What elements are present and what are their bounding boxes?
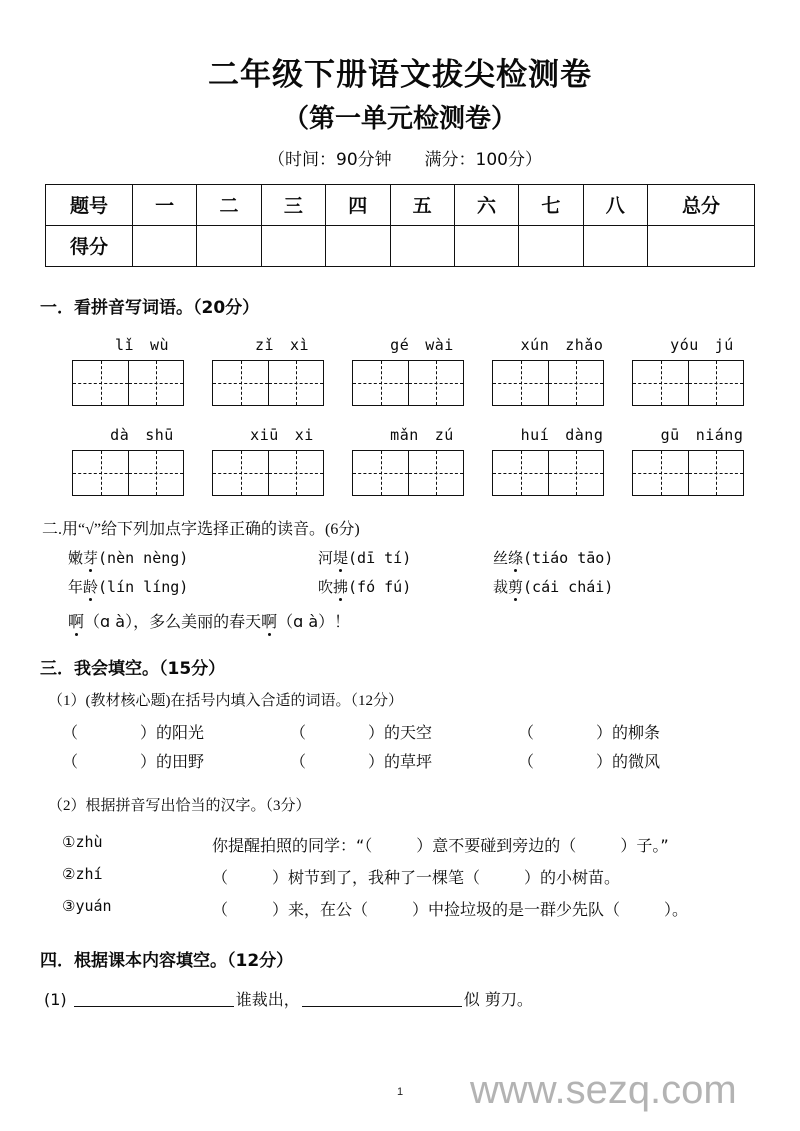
header-cell-q8: 八 (583, 184, 647, 225)
tianzige-cell[interactable] (353, 361, 408, 405)
writing-grid-cell-group[interactable] (632, 450, 772, 496)
choice-word-prefix: 丝 (493, 548, 509, 567)
score-cell-q2[interactable] (197, 225, 261, 266)
tianzige-cell[interactable] (128, 451, 183, 495)
writing-grid-cell-group[interactable] (492, 360, 632, 406)
tianzige-cell[interactable] (213, 361, 268, 405)
pinyin-syllable: zú (434, 425, 454, 444)
header-cell-question-label: 题号 (46, 184, 133, 225)
choice-item-hedi[interactable] (318, 547, 493, 568)
pinyin-group-1-4 (492, 336, 632, 354)
open-paren: （ (290, 722, 307, 742)
blank-label: ）的天空 (368, 722, 433, 742)
open-paren: （ (518, 751, 535, 771)
choice-item-nianling[interactable] (68, 576, 318, 597)
tianzige-cell[interactable] (548, 361, 603, 405)
answer-blank[interactable] (368, 897, 412, 920)
choice-word-dotted-char: 龄 (83, 577, 99, 596)
choice-options[interactable]: (cái chái) (523, 577, 614, 596)
choice-options[interactable]: (lín líng) (98, 577, 189, 596)
writing-grid-row-1 (0, 360, 800, 406)
score-cell-q1[interactable] (133, 225, 197, 266)
choice-word-prefix: 河 (318, 548, 334, 567)
pinyin-syllable: yóu (670, 335, 699, 354)
tianzige-box[interactable] (212, 450, 324, 496)
writing-grid-cell-group[interactable] (72, 450, 212, 496)
writing-grid-cell-group[interactable] (632, 360, 772, 406)
pinyin-group-2-2 (212, 426, 352, 444)
word-blank-willow[interactable] (518, 720, 746, 743)
writing-grid-cell-group[interactable] (212, 360, 352, 406)
choice-word-dotted-char: 拂 (333, 577, 349, 596)
pinyin-syllable: dàng (565, 425, 604, 444)
tianzige-cell[interactable] (493, 451, 548, 495)
word-blank-breeze[interactable] (518, 749, 746, 772)
choice-options[interactable]: (nèn nèng) (98, 548, 189, 567)
choice-options[interactable]: (tiáo tāo) (523, 548, 614, 567)
choice-word-prefix: 嫩 (68, 548, 84, 567)
tianzige-box[interactable] (632, 360, 744, 406)
blank-label: ）的田野 (140, 751, 205, 771)
pinyin-syllable: wù (150, 335, 170, 354)
pinyin-group-1-5 (632, 336, 772, 354)
pinyin-group-2-5 (632, 426, 772, 444)
score-cell-q4[interactable] (326, 225, 390, 266)
pinyin-syllable: xì (290, 335, 310, 354)
section-3-sub1-heading: （1）(教材核心题)在括号内填入合适的词语。（12分） (48, 692, 403, 709)
sentence-dotted-char-2: 啊 (261, 611, 278, 631)
exam-total-score: 满分：100分） (424, 149, 542, 170)
pinyin-group-1-3 (352, 336, 492, 354)
tianzige-cell[interactable] (493, 361, 548, 405)
pinyin-group-1-1 (72, 336, 212, 354)
tianzige-cell[interactable] (408, 451, 463, 495)
sentence-options-1[interactable]: （ɑ à） (84, 611, 134, 631)
pinyin-syllable: xún (520, 335, 550, 354)
word-blank-lawn[interactable] (290, 749, 518, 772)
word-blank-row-1 (0, 720, 800, 743)
page-title: 二年级下册语文拔尖检测卷 (208, 57, 592, 93)
blank-label: ）的微风 (596, 751, 661, 771)
tianzige-cell[interactable] (353, 451, 408, 495)
choice-sentence-a[interactable] (0, 609, 800, 632)
header-cell-q7: 七 (519, 184, 583, 225)
header-cell-q5: 五 (390, 184, 454, 225)
page-subtitle: （第一单元检测卷） (282, 103, 517, 134)
pinyin-syllable: shū (145, 425, 174, 444)
page-number: 1 (396, 1086, 404, 1098)
tianzige-box[interactable] (352, 360, 464, 406)
section-2-heading: 二.用“√”给下列加点字选择正确的读音。(6分) (42, 520, 360, 538)
pinyin-syllable: huí (520, 425, 550, 444)
open-paren: （ (62, 751, 79, 771)
pinyin-group-2-4 (492, 426, 632, 444)
header-cell-q3: 三 (261, 184, 325, 225)
choice-word-dotted-char: 绦 (508, 548, 524, 567)
pinyin-syllable: dà (110, 425, 130, 444)
writing-grid-cell-group[interactable] (492, 450, 632, 496)
watermark: www.sezq.com (470, 1068, 737, 1112)
pinyin-char-key-2: ②zhí (62, 864, 103, 883)
tianzige-box[interactable] (212, 360, 324, 406)
choice-word-prefix: 裁 (493, 577, 509, 596)
choice-row-2 (0, 576, 800, 597)
word-blank-row-2 (0, 749, 800, 772)
table-row-scores (46, 225, 755, 266)
tianzige-box[interactable] (492, 360, 604, 406)
section-3-heading: 三．我会填空。（15分） (40, 658, 226, 679)
header-cell-q4: 四 (326, 184, 390, 225)
tianzige-cell[interactable] (73, 451, 128, 495)
tianzige-box[interactable] (492, 450, 604, 496)
choice-word-prefix: 年 (68, 577, 84, 596)
score-cell-q5[interactable] (390, 225, 454, 266)
tianzige-cell[interactable] (268, 361, 323, 405)
score-cell-q3[interactable] (261, 225, 325, 266)
pinyin-syllable: xiū (250, 425, 279, 444)
pinyin-group-1-2 (212, 336, 352, 354)
pinyin-group-2-3 (352, 426, 492, 444)
pinyin-row-1 (0, 336, 800, 354)
table-row-question-numbers (46, 184, 755, 225)
pinyin-syllable: lǐ (114, 335, 134, 354)
pinyin-row-2 (0, 426, 800, 444)
tianzige-box[interactable] (72, 360, 184, 406)
section-3-sub2-heading: （2）根据拼音写出恰当的汉字。（3分） (48, 797, 311, 814)
choice-item-caijian[interactable] (493, 576, 723, 597)
header-cell-total: 总分 (648, 184, 755, 225)
blank-label: ）的柳条 (596, 722, 661, 742)
choice-row-1 (0, 547, 800, 568)
pinyin-syllable: gū (660, 425, 680, 444)
pinyin-char-text-3b: ）来，在公（ (272, 899, 369, 919)
sentence-options-2[interactable]: （ɑ à） (277, 611, 335, 631)
score-cell-q8[interactable] (583, 225, 647, 266)
blank-label: ）的阳光 (140, 722, 205, 742)
open-paren: （ (62, 722, 79, 742)
pinyin-char-text-3c: ）中捡垃圾的是一群少先队（ (412, 899, 621, 919)
choice-word-dotted-char: 堤 (333, 548, 349, 567)
question-number: (1) (44, 989, 67, 1009)
header-cell-score-label: 得分 (46, 225, 133, 266)
tianzige-box[interactable] (632, 450, 744, 496)
tianzige-cell[interactable] (633, 361, 688, 405)
answer-blank[interactable] (480, 865, 524, 888)
writing-grid-cell-group[interactable] (72, 360, 212, 406)
writing-grid-cell-group[interactable] (212, 450, 352, 496)
pinyin-char-text-1c: ）子。” (620, 835, 669, 855)
section-1-heading: 一．看拼音写词语。（20分） (40, 297, 260, 318)
pinyin-char-text-3a: （ (212, 899, 229, 919)
tianzige-cell[interactable] (268, 451, 323, 495)
question-end-text: 似 剪刀。 (463, 989, 533, 1009)
tianzige-cell[interactable] (73, 361, 128, 405)
pinyin-syllable: jú (714, 335, 734, 354)
choice-item-nenya[interactable] (68, 547, 318, 568)
pinyin-char-key-3: ③yuán (62, 896, 112, 915)
word-blank-sky[interactable] (290, 720, 518, 743)
pinyin-syllable: gé (390, 335, 410, 354)
answer-blank[interactable] (228, 865, 272, 888)
header-cell-q1: 一 (133, 184, 197, 225)
choice-word-prefix: 吹 (318, 577, 334, 596)
pinyin-syllable: xi (294, 425, 314, 444)
tianzige-cell[interactable] (128, 361, 183, 405)
writing-grid-cell-group[interactable] (352, 360, 492, 406)
section-4-heading: 四．根据课本内容填空。（12分） (40, 950, 294, 971)
question-mid-text: 谁裁出， (235, 989, 300, 1009)
exam-meta (0, 135, 800, 170)
header-cell-q6: 六 (454, 184, 518, 225)
choice-item-chuifu[interactable] (318, 576, 493, 597)
blank-label: ）的草坪 (368, 751, 433, 771)
choice-item-sitao[interactable] (493, 547, 723, 568)
pinyin-char-text-1b: ）意不要碰到旁边的（ (416, 835, 577, 855)
header-cell-q2: 二 (197, 184, 261, 225)
pinyin-char-text-2c: ）的小树苗。 (524, 867, 621, 887)
score-cell-total[interactable] (648, 225, 755, 266)
section-4-question-1[interactable] (0, 987, 800, 1010)
fill-blank-line-2[interactable] (302, 989, 462, 1007)
tianzige-cell[interactable] (688, 361, 743, 405)
tianzige-cell[interactable] (213, 451, 268, 495)
answer-blank[interactable] (372, 833, 416, 856)
score-cell-q7[interactable] (519, 225, 583, 266)
tianzige-cell[interactable] (633, 451, 688, 495)
open-paren: （ (290, 751, 307, 771)
word-blank-field[interactable] (62, 749, 290, 772)
tianzige-box[interactable] (352, 450, 464, 496)
pinyin-char-text-2b: ）树节到了，我种了一棵笔（ (272, 867, 481, 887)
pinyin-syllable: zǐ (254, 335, 274, 354)
pinyin-char-item-1[interactable] (0, 833, 800, 856)
sentence-end-punct: ！ (334, 611, 351, 631)
score-table-wrapper (45, 184, 755, 267)
tianzige-cell[interactable] (408, 361, 463, 405)
choice-word-dotted-char: 剪 (508, 577, 524, 596)
score-table (45, 184, 755, 267)
sentence-dotted-char-1: 啊 (68, 611, 85, 631)
pinyin-char-item-2[interactable] (0, 865, 800, 888)
answer-blank[interactable] (576, 833, 620, 856)
pinyin-char-text-1a: 你提醒拍照的同学：“（ (212, 835, 373, 855)
pinyin-group-2-1 (72, 426, 212, 444)
writing-grid-cell-group[interactable] (352, 450, 492, 496)
tianzige-cell[interactable] (548, 451, 603, 495)
pinyin-char-text-2a: （ (212, 867, 229, 887)
pinyin-char-key-1: ①zhù (62, 832, 103, 851)
choice-options[interactable]: (dī tí) (348, 548, 412, 567)
sentence-middle-text: ，多么美丽的春天 (133, 611, 262, 631)
pinyin-syllable: niáng (695, 425, 744, 444)
pinyin-syllable: zhǎo (565, 335, 604, 354)
pinyin-syllable: wài (425, 335, 454, 354)
exam-time: （时间：90分钟 (268, 149, 392, 170)
pinyin-char-text-3d: ）。 (664, 899, 689, 919)
open-paren: （ (518, 722, 535, 742)
fill-blank-line-1[interactable] (74, 989, 234, 1007)
choice-word-dotted-char: 芽 (83, 548, 99, 567)
tianzige-box[interactable] (72, 450, 184, 496)
pinyin-syllable: mǎn (390, 425, 419, 444)
answer-blank[interactable] (620, 897, 664, 920)
word-blank-sunshine[interactable] (62, 720, 290, 743)
answer-blank[interactable] (228, 897, 272, 920)
pinyin-char-item-3[interactable] (0, 897, 800, 920)
writing-grid-row-2 (0, 450, 800, 496)
tianzige-cell[interactable] (688, 451, 743, 495)
score-cell-q6[interactable] (454, 225, 518, 266)
choice-options[interactable]: (fó fú) (348, 577, 412, 596)
